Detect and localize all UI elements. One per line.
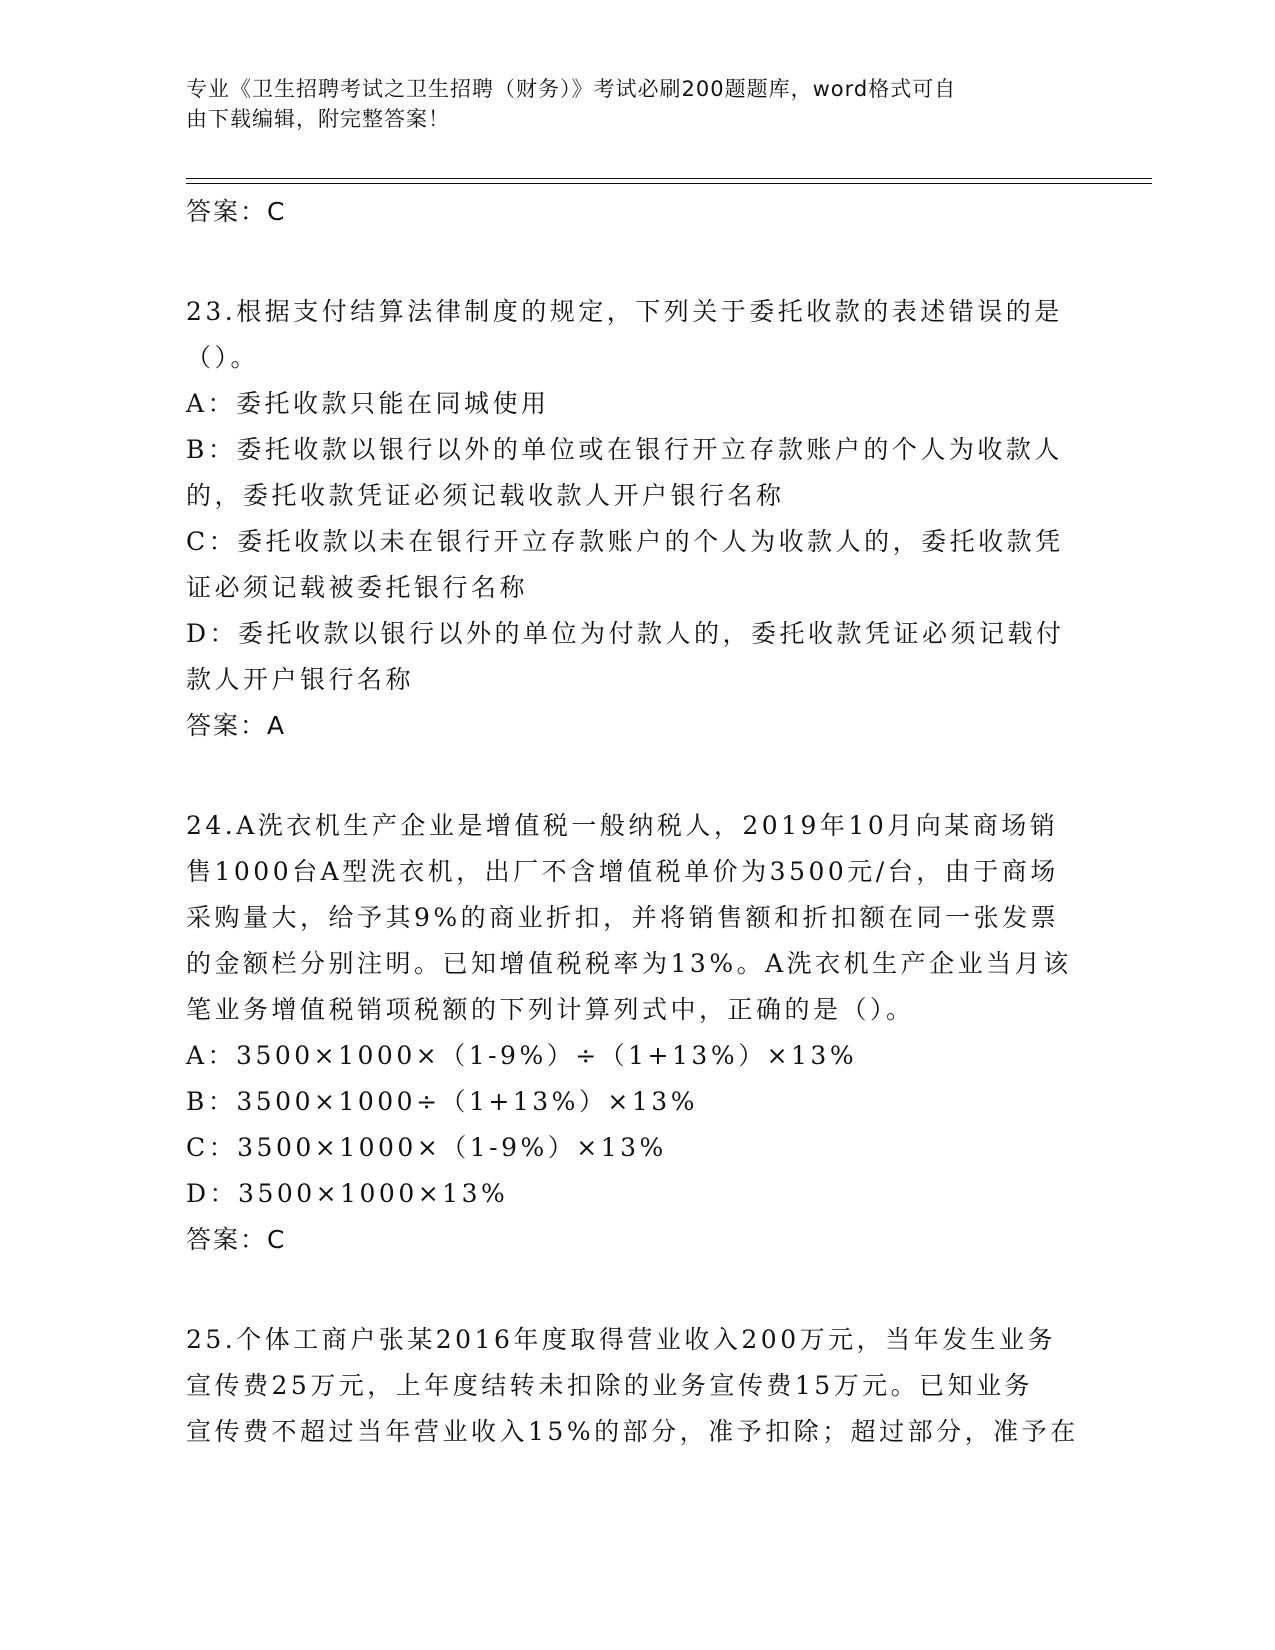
answer-23: 答案：A — [186, 711, 287, 740]
question-text-line: 的金额栏分别注明。已知增值税税率为13%。A洗衣机生产企业当月该 — [186, 949, 1072, 978]
option-d-continued: 款人开户银行名称 — [186, 665, 415, 694]
option-c: C：委托收款以未在银行开立存款账户的个人为收款人的，委托收款凭 — [186, 527, 1064, 556]
question-text-line: 宣传费25万元，上年度结转未扣除的业务宣传费15万元。已知业务 — [186, 1371, 1034, 1400]
question-23 — [186, 289, 1086, 749]
answer-24: 答案：C — [186, 1225, 287, 1254]
option-b: B：3500×1000÷（1+13%）×13% — [186, 1087, 698, 1116]
answer-22: 答案：C — [186, 197, 287, 226]
option-c: C：3500×1000×（1-9%）×13% — [186, 1133, 667, 1162]
option-c-continued: 证必须记载被委托银行名称 — [186, 573, 529, 602]
spacer — [186, 235, 1086, 289]
question-24 — [186, 803, 1086, 1263]
question-text-line: 售1000台A型洗衣机，出厂不含增值税单价为3500元/台，由于商场 — [186, 857, 1059, 886]
option-a: A：3500×1000×（1-9%）÷（1+13%）×13% — [186, 1041, 858, 1070]
header-line-2: 由下载编辑，附完整答案！ — [186, 107, 450, 131]
spacer — [186, 1263, 1086, 1317]
question-text-line: 笔业务增值税销项税额的下列计算列式中，正确的是（）。 — [186, 995, 915, 1024]
option-d: D：3500×1000×13% — [186, 1179, 509, 1208]
question-text-line: 宣传费不超过当年营业收入15%的部分，准予扣除；超过部分，准予在 — [186, 1417, 1079, 1446]
question-text-line: 24.A洗衣机生产企业是增值税一般纳税人，2019年10月向某商场销 — [186, 811, 1059, 840]
option-b: B：委托收款以银行以外的单位或在银行开立存款账户的个人为收款人 — [186, 435, 1063, 464]
header-rule-bottom — [186, 183, 1152, 184]
document-body — [186, 189, 1086, 1455]
option-a: A：委托收款只能在同城使用 — [186, 389, 550, 418]
question-text-line: 采购量大，给予其9%的商业折扣，并将销售额和折扣额在同一张发票 — [186, 903, 1060, 932]
spacer — [186, 749, 1086, 803]
question-25 — [186, 1317, 1086, 1455]
option-b-continued: 的，委托收款凭证必须记载收款人开户银行名称 — [186, 481, 785, 510]
page-header — [186, 74, 1066, 134]
header-rule-top — [186, 178, 1152, 179]
question-text-line: 23.根据支付结算法律制度的规定，下列关于委托收款的表述错误的是 — [186, 297, 1063, 326]
option-d: D：委托收款以银行以外的单位为付款人的，委托收款凭证必须记载付 — [186, 619, 1065, 648]
header-line-1: 专业《卫生招聘考试之卫生招聘（财务）》考试必刷200题题库，word格式可自 — [186, 77, 957, 101]
question-text-line: 25.个体工商户张某2016年度取得营业收入200万元，当年发生业务 — [186, 1325, 1057, 1354]
question-text-line: （）。 — [186, 343, 260, 372]
